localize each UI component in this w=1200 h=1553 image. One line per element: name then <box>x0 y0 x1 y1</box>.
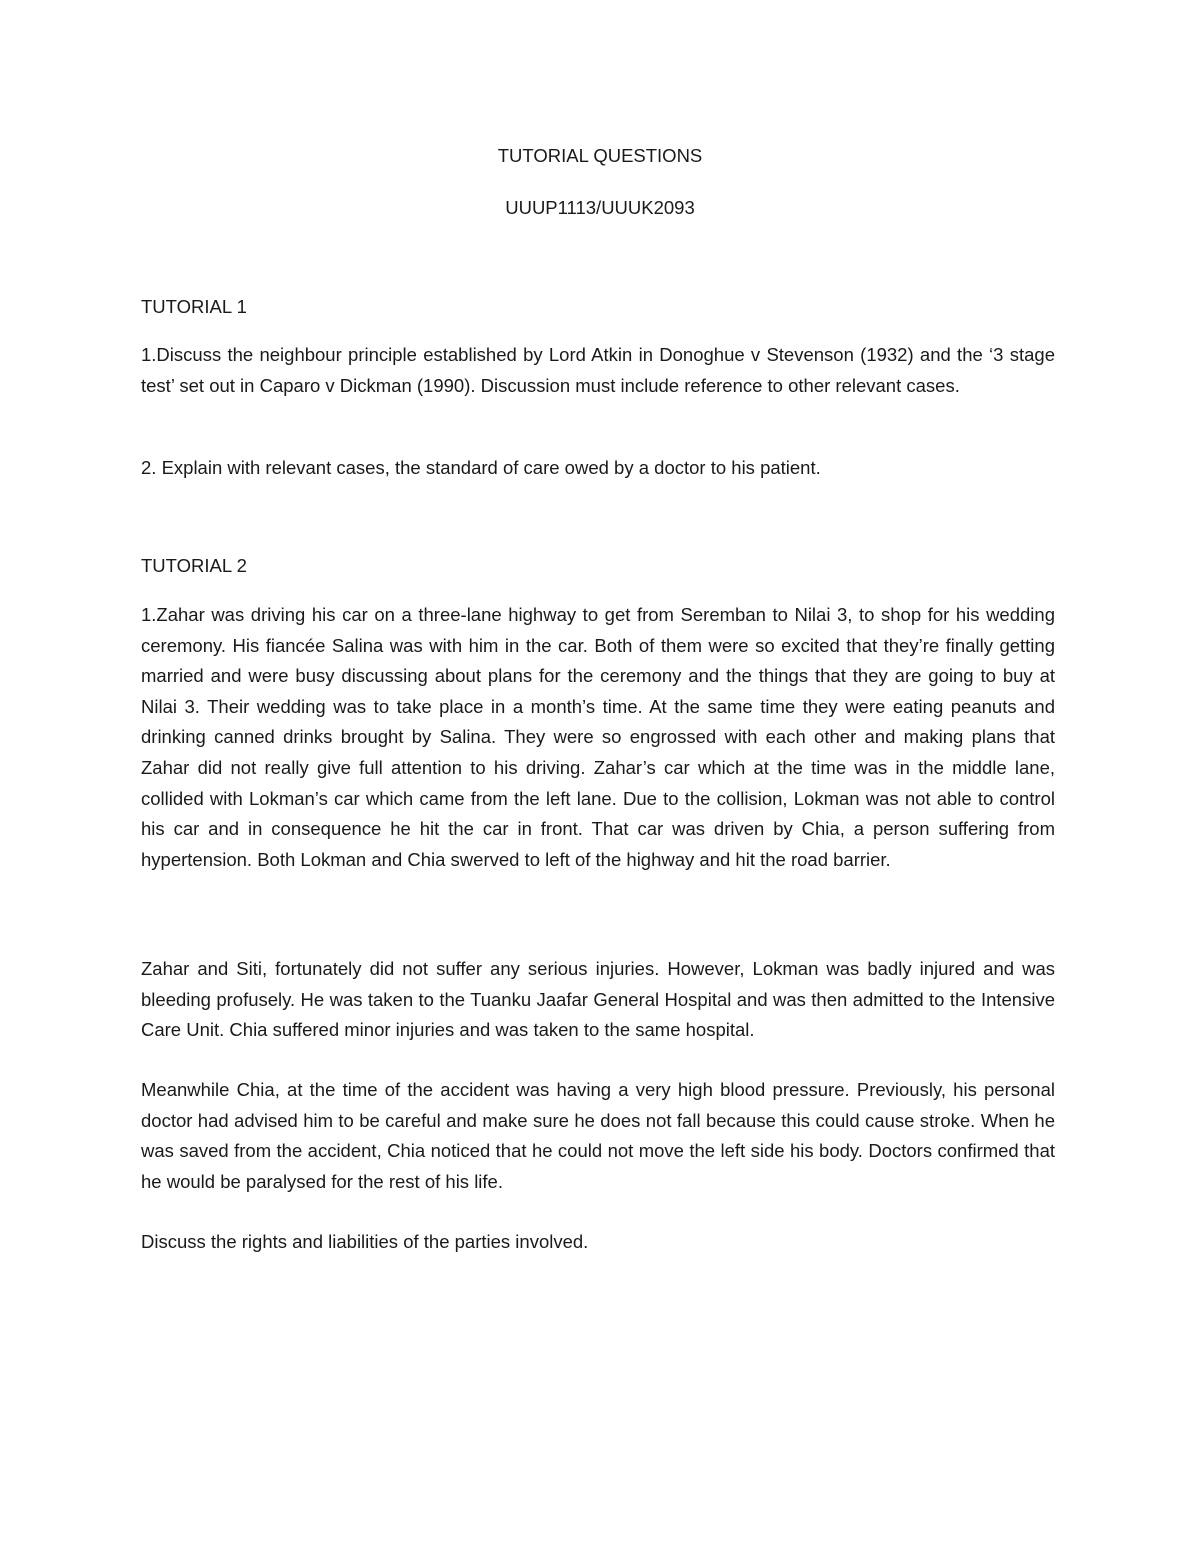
course-codes: UUUP1113/UUUK2093 <box>505 197 695 218</box>
chia-paragraph: Meanwhile Chia, at the time of the accident was having a very high blood pressure. Previously, his personal doctor had advised him to be careful and make sure he does not fall because this could cause stroke. When he was saved from the accident, Chia noticed that he could not move the left side his body. Doctors confirmed that he would be paralysed for the rest of his life. <box>141 1079 1055 1192</box>
tutorial-1-question-1: 1.Discuss the neighbour principle established by Lord Atkin in Donoghue v Stevenson (1932) and the ‘3 stage test’ set out in Caparo v Dickman (1990). Discussion must include reference to other relevant cases. <box>141 344 1055 396</box>
instruction-line: Discuss the rights and liabilities of the parties involved. <box>141 1231 589 1252</box>
tutorial-2-heading: TUTORIAL 2 <box>141 555 247 576</box>
injuries-paragraph: Zahar and Siti, fortunately did not suffer any serious injuries. However, Lokman was badly injured and was bleeding profusely. He was taken to the Tuanku Jaafar General Hospital and was then admitted to the Intensive Care Unit. Chia suffered minor injuries and was taken to the same hospital. <box>141 958 1055 1041</box>
tutorial-2-scenario-paragraph: 1.Zahar was driving his car on a three-lane highway to get from Seremban to Nilai 3, to shop for his wedding ceremony. His fiancée Salina was with him in the car. Both of them were so excited that they’re finally getting married and were busy discussing about plans for the ceremony and the things that they are going to buy at Nilai 3. Their wedding was to take place in a month’s time. At the same time they were eating peanuts and drinking canned drinks brought by Salina. They were so engrossed with each other and making plans that Zahar did not really give full attention to his driving. Zahar’s car which at the time was in the middle lane, collided with Lokman’s car which came from the left lane. Due to the collision, Lokman was not able to control his car and in consequence he hit the car in front. That car was driven by Chia, a person suffering from hypertension. Both Lokman and Chia swerved to left of the highway and hit the road barrier. <box>141 604 1055 870</box>
document-title: TUTORIAL QUESTIONS <box>497 145 703 166</box>
tutorial-1-heading: TUTORIAL 1 <box>141 296 247 317</box>
tutorial-1-question-2: 2. Explain with relevant cases, the standard of care owed by a doctor to his patient. <box>141 457 821 478</box>
